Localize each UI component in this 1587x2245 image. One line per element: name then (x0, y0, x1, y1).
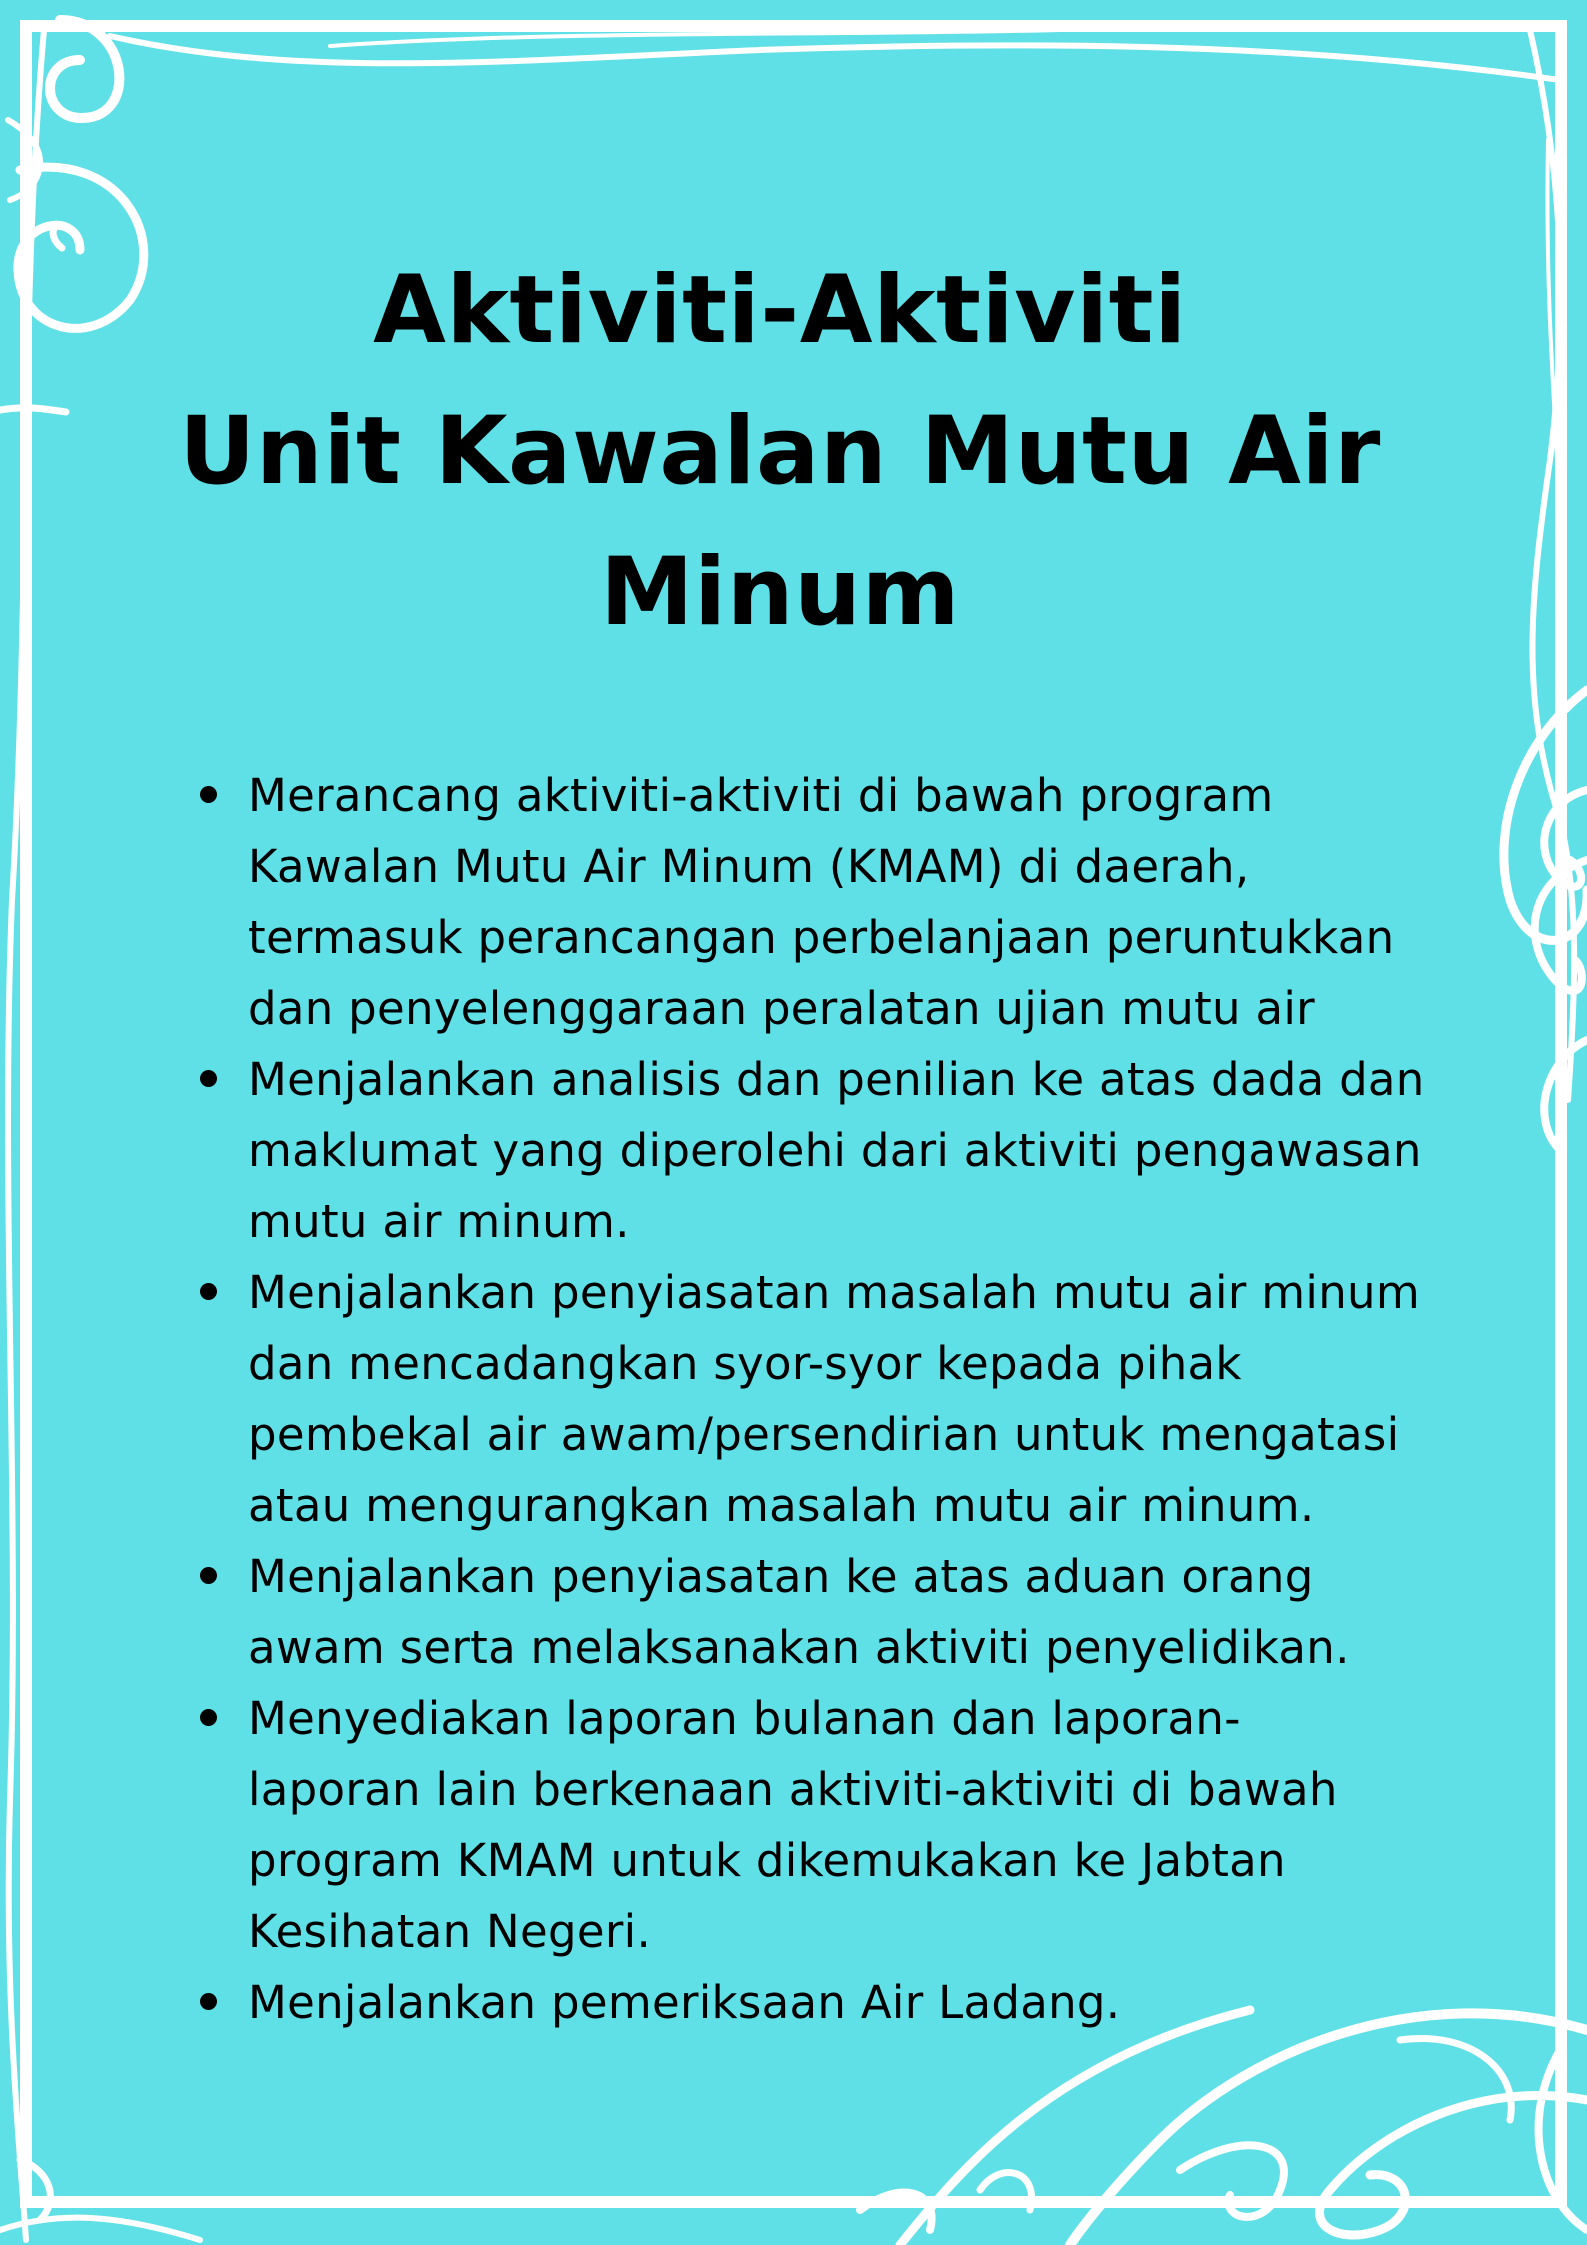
title-line: Unit Kawalan Mutu Air (179, 397, 1381, 506)
title-line: Minum (599, 538, 961, 647)
page-title (120, 240, 1440, 663)
list-item-line: dan penyelenggaraan peralatan ujian mutu air (248, 982, 1315, 1035)
bullet-icon (200, 1567, 217, 1584)
list-item (248, 1683, 1448, 1967)
list-item-line: Kawalan Mutu Air Minum (KMAM) di daerah, (248, 840, 1250, 893)
list-item (248, 1257, 1448, 1541)
list-item-line: dan mencadangkan syor-syor kepada pihak (248, 1337, 1242, 1390)
list-item-line: Menyediakan laporan bulanan dan laporan- (248, 1692, 1241, 1745)
list-item-line: atau mengurangkan masalah mutu air minum. (248, 1479, 1315, 1532)
list-item (248, 1967, 1448, 2038)
list-item-line: maklumat yang diperolehi dari aktiviti pengawasan (248, 1124, 1422, 1177)
list-item-line: program KMAM untuk dikemukakan ke Jabtan (248, 1834, 1286, 1887)
list-item-line: Menjalankan penyiasatan ke atas aduan orang (248, 1550, 1314, 1603)
list-item-line: Menjalankan analisis dan penilian ke atas dada dan (248, 1053, 1425, 1106)
list-item (248, 1044, 1448, 1257)
bullet-icon (200, 1993, 217, 2010)
list-item-line: termasuk perancangan perbelanjaan peruntukkan (248, 911, 1395, 964)
list-item-line: pembekal air awam/persendirian untuk mengatasi (248, 1408, 1400, 1461)
right-flourish-icon (1530, 30, 1574, 1100)
list-item-line: Kesihatan Negeri. (248, 1905, 652, 1958)
list-item-line: Menjalankan pemeriksaan Air Ladang. (248, 1976, 1121, 2029)
list-item-line: Menjalankan penyiasatan masalah mutu air minum (248, 1266, 1420, 1319)
list-item (248, 760, 1448, 1044)
bullet-icon (200, 1709, 217, 1726)
list-item-line: laporan lain berkenaan aktiviti-aktiviti di bawah (248, 1763, 1338, 1816)
list-item (248, 1541, 1448, 1683)
bullet-icon (200, 1283, 217, 1300)
bullet-icon (200, 786, 217, 803)
bullet-icon (200, 1070, 217, 1087)
top-curve-icon (110, 36, 1560, 80)
swirl-ornament-right-icon (1504, 690, 1587, 1150)
list-item-line: mutu air minum. (248, 1195, 630, 1248)
list-item-line: awam serta melaksanakan aktiviti penyelidikan. (248, 1621, 1350, 1674)
activity-list (248, 760, 1448, 2038)
title-line: Aktiviti-Aktiviti (373, 256, 1187, 365)
list-item-line: Merancang aktiviti-aktiviti di bawah program (248, 769, 1274, 822)
bottom-left-flourish-icon (20, 2160, 50, 2220)
swirl-ornament-bottom-right-icon (860, 2010, 1587, 2245)
left-flourish-icon (8, 30, 44, 2240)
